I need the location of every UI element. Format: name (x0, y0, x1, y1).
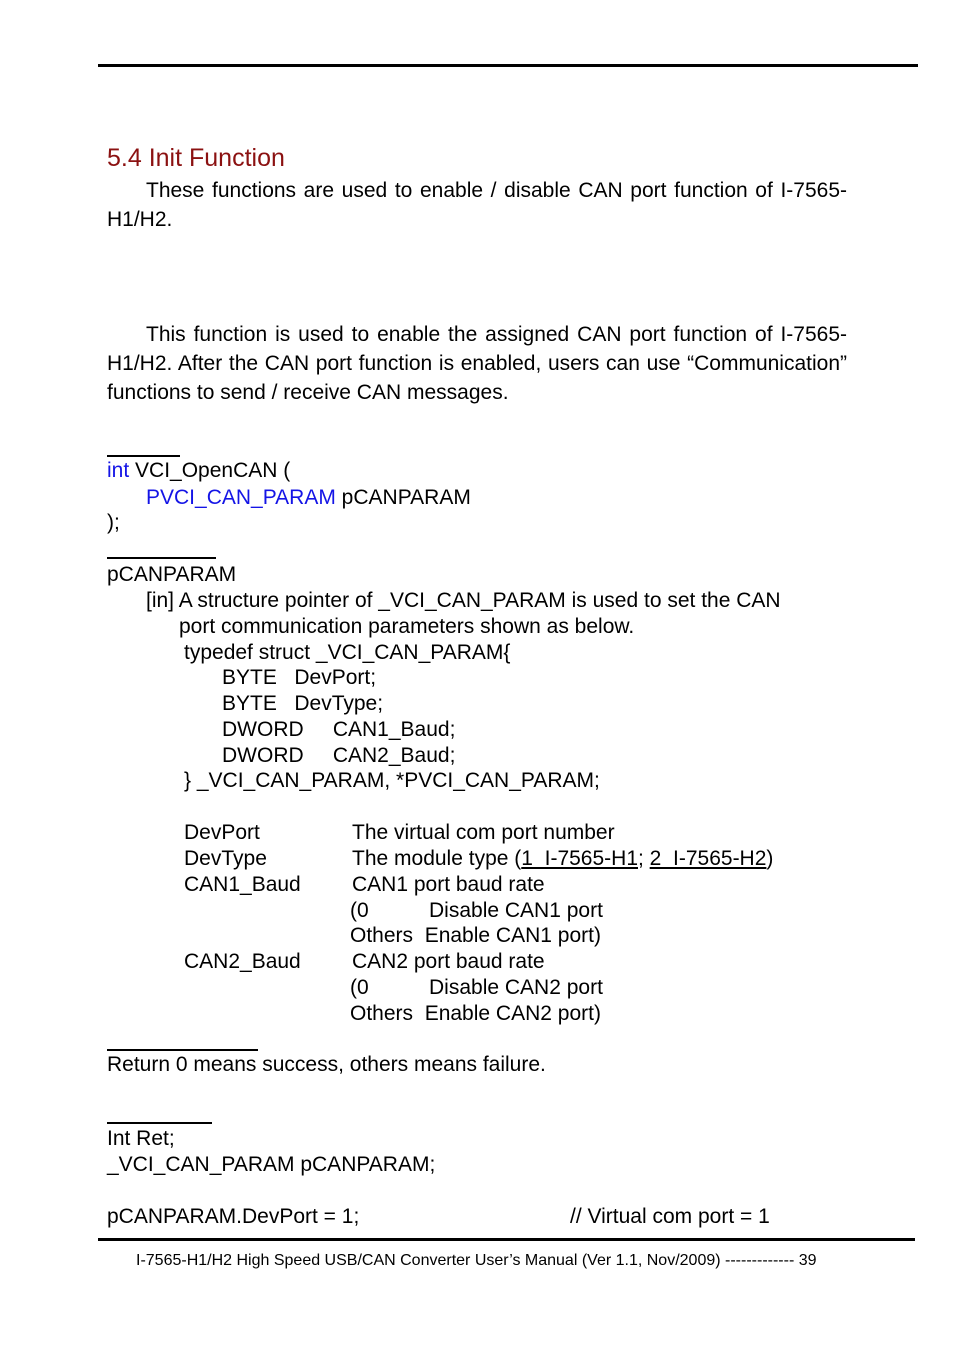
param-name: pCANPARAM (335, 486, 471, 509)
struct-line: typedef struct _VCI_CAN_PARAM{ (184, 641, 511, 664)
param-type: PVCI_CAN_PARAM (146, 486, 336, 509)
field-can1-option-zero-desc: Disable CAN1 port (429, 899, 603, 922)
devtype-option-2: 2 I-7565-H2 (649, 847, 767, 870)
example-comment: // Virtual com port = 1 (570, 1205, 770, 1228)
field-can1-option-zero: (0 (350, 899, 369, 922)
field-can2-option-zero-desc: Disable CAN2 port (429, 976, 603, 999)
function-name: VCI_OpenCAN ( (129, 459, 291, 482)
example-line: _VCI_CAN_PARAM pCANPARAM; (107, 1153, 436, 1176)
syntax-signature (107, 458, 290, 484)
example-line: Int Ret; (107, 1127, 175, 1150)
footer-rule (98, 1238, 915, 1241)
syntax-parameter (146, 485, 471, 511)
page-footer: I-7565-H1/H2 High Speed USB/CAN Converter User’s Manual (Ver 1.1, Nov/2009) ------------- 39 (136, 1252, 817, 1269)
struct-line: DWORD CAN2_Baud; (222, 744, 456, 767)
devtype-desc-text: The module type ( (352, 847, 522, 870)
return-heading-rule (107, 1049, 258, 1051)
field-devport-desc: The virtual com port number (352, 821, 615, 844)
syntax-heading-rule (107, 455, 180, 457)
parameter-heading-rule (107, 557, 216, 559)
parameter-desc-line2: port communication parameters shown as below. (179, 615, 635, 638)
field-devtype-desc (352, 846, 773, 872)
example-heading-rule (107, 1122, 212, 1124)
field-can1-name: CAN1_Baud (184, 873, 301, 896)
field-devport-name: DevPort (184, 821, 260, 844)
function-description: This function is used to enable the assigned CAN port function of I-7565-H1/H2. After the CAN port function is enabled, users can use “Communication” functions to send / receive CAN messages. (107, 323, 847, 404)
header-rule (98, 64, 918, 67)
field-can1-desc: CAN1 port baud rate (352, 873, 545, 896)
field-can2-option-others: Others Enable CAN2 port) (350, 1002, 601, 1025)
example-code: pCANPARAM.DevPort = 1; (107, 1205, 360, 1228)
return-type: int (107, 459, 130, 482)
parameter-desc-line1: [in] A structure pointer of _VCI_CAN_PARAM is used to set the CAN (146, 589, 781, 612)
struct-line: DWORD CAN1_Baud; (222, 718, 456, 741)
field-can2-desc: CAN2 port baud rate (352, 950, 545, 973)
field-can2-name: CAN2_Baud (184, 950, 301, 973)
return-text: Return 0 means success, others means failure. (107, 1053, 546, 1076)
struct-line: BYTE DevPort; (222, 666, 377, 689)
syntax-close: ); (107, 511, 120, 534)
parameter-name: pCANPARAM (107, 563, 237, 586)
field-can2-option-zero: (0 (350, 976, 369, 999)
devtype-close: ) (766, 847, 774, 870)
devtype-separator: ; (638, 847, 650, 870)
section-intro: These functions are used to enable / disable CAN port function of I-7565-H1/H2. (107, 179, 847, 231)
struct-line: BYTE DevType; (222, 692, 384, 715)
field-can1-option-others: Others Enable CAN1 port) (350, 924, 601, 947)
field-devtype-name: DevType (184, 847, 267, 870)
devtype-option-1: 1 I-7565-H1 (521, 847, 638, 870)
struct-line: } _VCI_CAN_PARAM, *PVCI_CAN_PARAM; (184, 769, 600, 792)
section-title: 5.4 Init Function (107, 144, 285, 172)
